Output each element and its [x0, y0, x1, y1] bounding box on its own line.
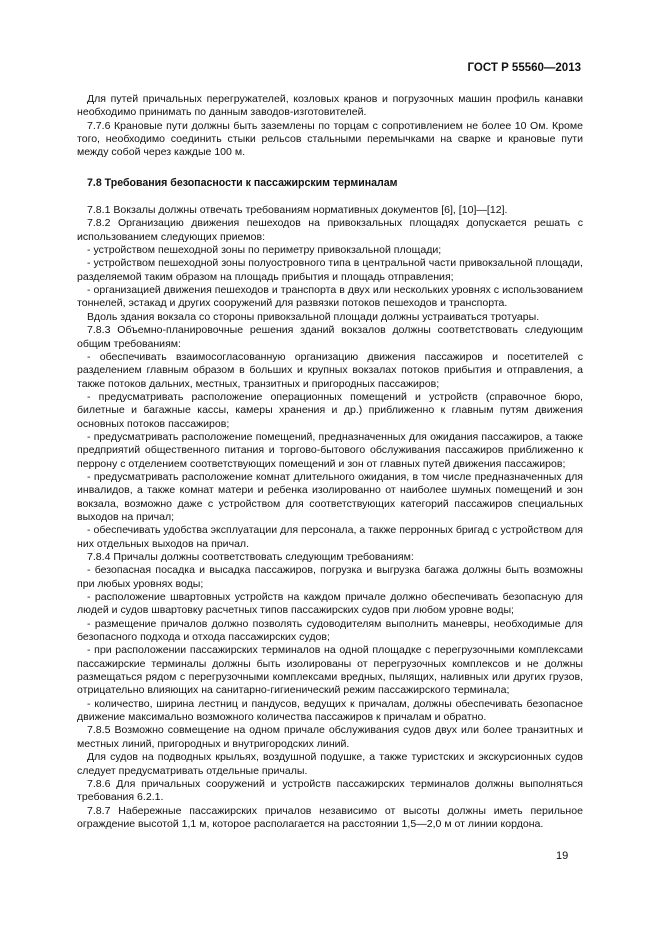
paragraph: - предусматривать расположение помещений, предназначенных для ожидания пассажиров, а также предприятий общественного питания и торгово-бытового обслуживания пассажиров приближенно к перрону с отделением соответствующих помещений и зон от главных путей движения пассажиров; — [77, 430, 583, 470]
page-number: 19 — [556, 850, 569, 862]
standard-header: ГОСТ Р 55560—2013 — [467, 62, 581, 74]
section-heading: 7.8 Требования безопасности к пассажирским терминалам — [87, 176, 398, 189]
paragraph: 7.8.7 Набережные пассажирских причалов независимо от высоты должны иметь перильное ограждение высотой 1,1 м, которое располагается на расстоянии 1,5—2,0 м от линии кордона. — [77, 804, 583, 830]
paragraph: 7.8.4 Причалы должны соответствовать следующим требованиям: — [87, 551, 414, 563]
paragraph: - предусматривать расположение операционных помещений и устройств (справочное бюро, билетные и багажные кассы, камеры хранения и др.) приближенно к главным путям движения основных потоков пассажиров; — [77, 390, 583, 430]
paragraph: - размещение причалов должно позволять судоводителям выполнить маневры, необходимые для безопасного подхода и отхода пассажирских судов; — [77, 617, 583, 644]
paragraph: 7.7.6 Крановые пути должны быть заземлены по торцам с сопротивлением не более 10 Ом. Кроме того, необходимо соединить стыки рельсов стальными перемычками на сварке и крановые пути между собой через каждые 100 м. — [77, 119, 583, 159]
paragraph: 7.8.2 Организацию движения пешеходов на привокзальных площадях допускается решать с использованием следующих приемов: — [77, 217, 583, 243]
paragraph: - безопасная посадка и высадка пассажиров, погрузка и выгрузка багажа должны быть возможны при любых уровнях воды; — [77, 564, 583, 590]
section-paragraphs — [77, 204, 583, 831]
paragraph: - расположение швартовных устройств на каждом причале должно обеспечивать безопасную для людей и судов швартовку расчетных типов пассажирских судов при любом уровне воды; — [77, 591, 583, 617]
paragraph: - обеспечивать удобства эксплуатации для персонала, а также перронных бригад с устройством для них отдельных выходов на причал. — [77, 524, 583, 550]
paragraph: - количество, ширина лестниц и пандусов, ведущих к причалам, должны обеспечивать безопасное движение максимально возможного количества пассажиров к причалам и обратно. — [77, 697, 583, 724]
paragraph: 7.8.6 Для причальных сооружений и устройств пассажирских терминалов должны выполняться требования 6.2.1. — [77, 777, 583, 804]
paragraph: 7.8.3 Объемно-планировочные решения зданий вокзалов должны соответствовать следующим общим требованиям: — [77, 324, 583, 350]
paragraph: - организацией движения пешеходов и транспорта в двух или нескольких уровнях с использованием тоннелей, эстакад и других сооружений для развязки потоков пешеходов и транспорта. — [77, 284, 583, 310]
paragraph: - при расположении пассажирских терминалов на одной площадке с перегрузочными комплексами пассажирские терминалы должны быть изолированы от перегрузочных комплексов и не должны размещаться рядом с перегрузочными комплексами вредных, пылящих, наливных или других грузов, отрицательно влияющих на санитарно-гигиенический режим пассажирского терминала; — [77, 644, 583, 697]
paragraph: - устройством пешеходной зоны полуостровного типа в центральной части привокзальной площади, разделяемой таким образом на площадь прибытия и площадь отправления; — [77, 257, 583, 283]
paragraph: 7.8.1 Вокзалы должны отвечать требованиям нормативных документов [6], [10]—[12]. — [87, 204, 508, 217]
paragraph: Вдоль здания вокзала со стороны привокзальной площади должны устраиваться тротуары. — [87, 310, 540, 323]
paragraph: - обеспечивать взаимосогласованную организацию движения пассажиров и посетителей с разделением главным образом в больших и крупных вокзалах потоков прибытия и отправления, а также потоков дальних, местных, транзитных и пригородных пассажиров; — [77, 350, 583, 390]
document-body — [77, 93, 583, 831]
paragraph: - устройством пешеходной зоны по периметру привокзальной площади; — [87, 244, 442, 257]
paragraph: Для путей причальных перегружателей, козловых кранов и погрузочных машин профиль канавки необходимо принимать по данным заводов-изготовителей. — [77, 93, 583, 119]
paragraph: Для судов на подводных крыльях, воздушной подушке, а также туристских и экскурсионных судов следует предусматривать отдельные причалы. — [77, 751, 583, 777]
paragraph: 7.8.5 Возможно совмещение на одном причале обслуживания судов двух или более транзитных и местных линий, пригородных и внутригородских линий. — [77, 724, 583, 750]
paragraph: - предусматривать расположение комнат длительного ожидания, в том числе предназначенных для инвалидов, а также комнат матери и ребенка изолированно от наиболее шумных помещений и зон вокзала, возможно даже с устройством для соответствующих категорий пассажиров специальных выходов на причал; — [77, 470, 583, 523]
